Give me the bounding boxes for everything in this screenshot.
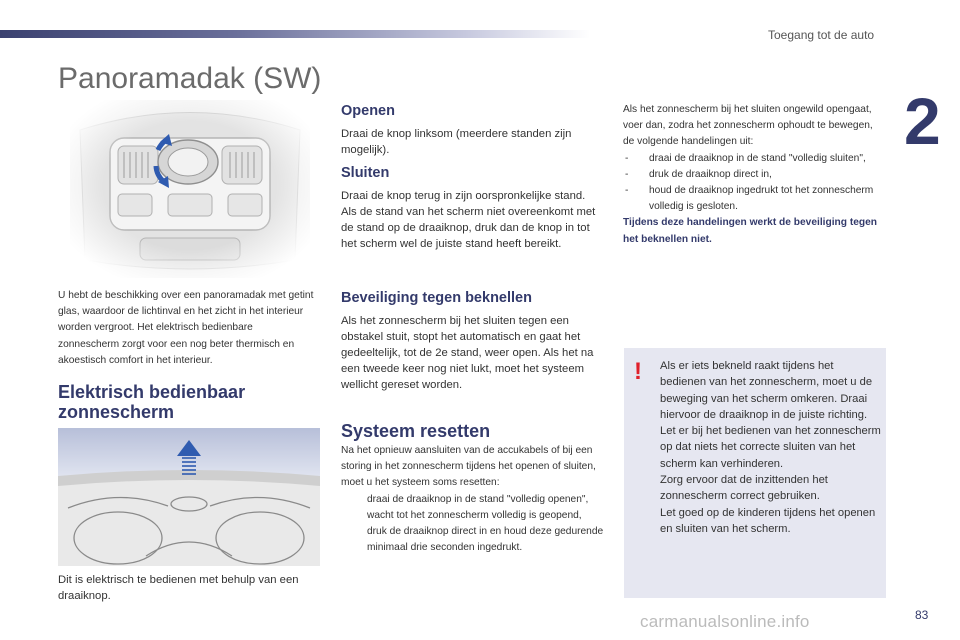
list-marker: - [625,168,629,180]
reset-intro: Na het opnieuw aansluiten van de accukabels of bij een storing in het zonnescherm tijdens het openen of sluiten, moet u het systeem soms resetten: [341,445,596,489]
openen-heading: Openen [341,103,395,119]
safety-note: Tijdens deze handelingen werkt de beveiliging tegen het beknellen niet. [623,217,877,245]
page-title: Panoramadak (SW) [58,62,322,95]
right-step: - draai de draaiknop in de stand "volledig sluiten", [623,151,885,167]
section-title: Toegang tot de auto [768,28,875,42]
sluiten-text-2: Als de stand van het scherm niet overeenkomt met de stand op de draaiknop, druk dan de knop in tot het scherm wel de juiste stand heeft bereikt. [341,206,596,250]
sluiten-text [341,188,605,252]
reset-section [341,443,607,556]
beveiliging-heading: Beveiliging tegen beknellen [341,290,532,306]
intro-paragraph: U hebt de beschikking over een panoramadak met getint glas, waardoor de lichtinval en het zicht in het interieur worden vergroot. Het elektrisch bedienbare zonnescherm zorgt voor een nog beter thermisch en akoestisch comfort in het interieur. [58,290,314,366]
reset-steps [341,492,607,557]
chapter-number: 2 [904,84,941,158]
warning-line: Als er iets bekneld raakt tijdens het bedienen van het zonnescherm, moet u de beweging van het scherm omkeren. Draai hiervoor de draaiknop in de juiste richting. [660,360,873,421]
list-marker: - [625,152,629,164]
reset-step: wacht tot het zonnescherm volledig is geopend, [367,509,582,521]
reset-heading: Systeem resetten [341,421,491,441]
right-column-text [623,102,885,248]
list-marker: - [625,185,629,197]
sluiten-heading: Sluiten [341,165,390,181]
right-step: - houd de draaiknop ingedrukt tot het zonnescherm volledig is gesloten. [625,185,874,213]
watermark: carmanualsonline.info [640,612,810,631]
sunshade-cabin-illustration [58,428,320,566]
warning-text [660,358,882,537]
right-step: - druk de draaiknop direct in, [623,167,885,183]
warning-line: Let goed op de kinderen tijdens het openen en sluiten van het scherm. [660,506,876,535]
ceiling-console-illustration [70,100,310,278]
beveiliging-text: Als het zonnescherm bij het sluiten tegen een obstakel stuit, stopt het automatisch en gaat het gedeeltelijk, tot de 2e stand, weer open. Als het na een tweede keer nog niet lukt, moet het systeem wellicht gereset worden. [341,315,594,391]
knob-caption: Dit is elektrisch te bedienen met behulp van een draaiknop. [58,574,299,602]
page-number: 83 [915,608,929,622]
right-intro: Als het zonnescherm bij het sluiten ongewild opengaat, voer dan, zodra het zonnescherm ophoudt te bewegen, de volgende handelingen uit: [623,104,873,148]
electric-sunshade-heading: Elektrisch bedienbaar zonnescherm [58,382,246,422]
warning-icon: ! [634,358,642,385]
reset-step: draai de draaiknop in de stand "volledig openen", [367,493,589,505]
warning-line: Let er bij het bedienen van het zonnescherm op dat niets het correcte sluiten van het scherm kan verhinderen. [660,425,881,470]
header-bar [0,30,590,38]
right-steps [623,151,885,216]
reset-step: druk de draaiknop direct in en houd deze gedurende minimaal drie seconden ingedrukt. [367,526,604,554]
sluiten-text-1: Draai de knop terug in zijn oorspronkelijke stand. [341,190,586,202]
openen-text: Draai de knop linksom (meerdere standen zijn mogelijk). [341,128,572,156]
warning-line: Zorg ervoor dat de inzittenden het zonnescherm correct gebruiken. [660,474,828,503]
